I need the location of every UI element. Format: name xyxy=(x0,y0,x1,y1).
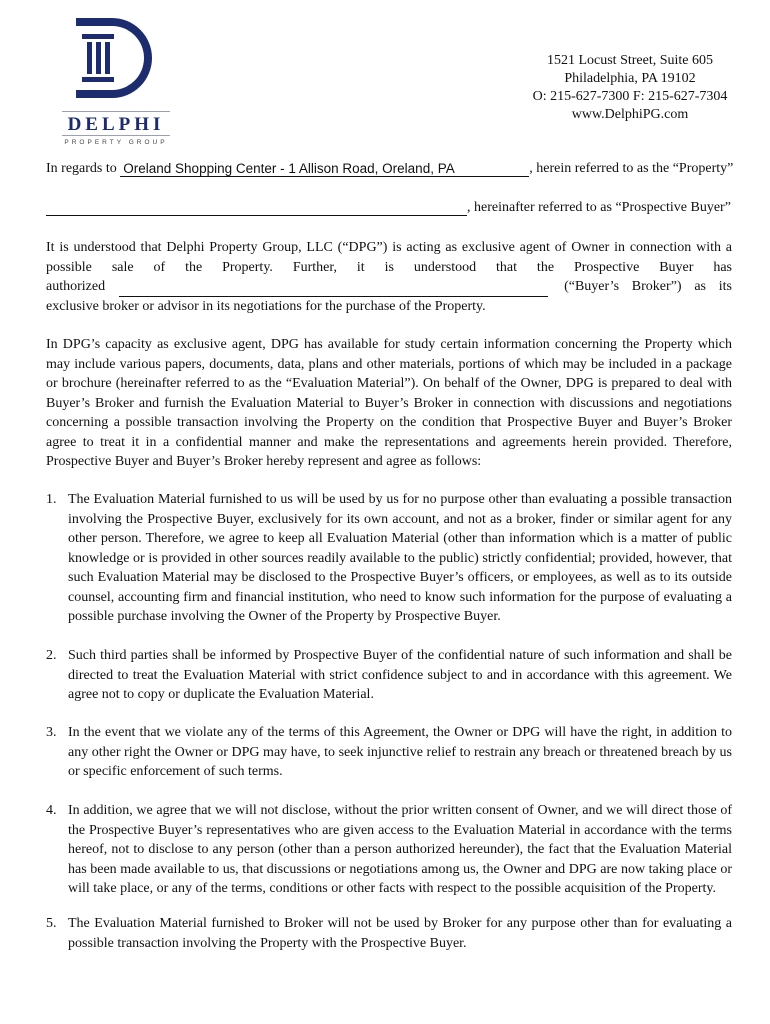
intro-line-1: It is understood that Delphi Property Group, LLC (“DPG”) is acting as exclusive agent of Owner in connection with a xyxy=(46,240,732,255)
item-text: In the event that we violate any of the terms of this Agreement, the Owner or DPG will have the right, in addition to any other right the Owner or DPG may have, to seek injunctive relief to restrain any breach or threatened breach by us or specific enforcement of such terms. xyxy=(68,725,732,779)
address-phones: O: 215-627-7300 F: 215-627-7304 xyxy=(532,89,728,104)
capacity-paragraph: In DPG’s capacity as exclusive agent, DPG has available for study certain information concerning the Property which may include various papers, documents, data, plans and other materials, portions of which may be included in a package or brochure (hereinafter referred to as the “Evaluation Material”). On behalf of the Owner, DPG is prepared to deal with Buyer’s Broker and furnish the Evaluation Material to Buyer’s Broker in connection with discussions and negotiations concerning a possible transaction involving the Property on the condition that Prospective Buyer and Buyer’s Broker agree to treat it in a confidential manner and make the representations and agreements herein provided. Therefore, Prospective Buyer and Buyer’s Broker hereby represent and agree as follows: xyxy=(46,337,732,469)
intro-line-3 xyxy=(46,277,732,297)
prospective-buyer-field[interactable] xyxy=(46,201,467,216)
item-number: 3. xyxy=(46,725,57,740)
item-number: 5. xyxy=(46,916,57,931)
list-item xyxy=(46,490,732,627)
buyer-line xyxy=(46,200,731,216)
intro-line-2: possible sale of the Property. Further, it is understood that the Prospective Buyer has xyxy=(46,259,732,275)
item-number: 4. xyxy=(46,803,57,818)
authorized-label: authorized xyxy=(46,279,106,294)
logo-name: DELPHI xyxy=(67,114,165,135)
address-block xyxy=(500,52,760,124)
list-item xyxy=(46,801,732,899)
address-city: Philadelphia, PA 19102 xyxy=(564,71,696,86)
logo-subtitle: PROPERTY GROUP xyxy=(64,139,168,146)
item-number: 1. xyxy=(46,492,57,507)
intro-line-4: exclusive broker or advisor in its negotiations for the purchase of the Property. xyxy=(46,298,486,314)
item-text: In addition, we agree that we will not disclose, without the prior written consent of Owner, and we will direct those of the Prospective Buyer’s representatives who are given access to the Evaluation Material in accordance with the terms hereof, not to disclose to any person (other than a person authorized hereunder), the fact that the Evaluation Material has been made available to us, that discussions or negotiations among us, the Owner and DPG are now taking place or will take place, or any of the terms, conditions or other facts with respect to the possible acquisition of the Property. xyxy=(68,803,732,896)
address-street: 1521 Locust Street, Suite 605 xyxy=(546,53,714,68)
item-text: The Evaluation Material furnished to us will be used by us for no purpose other than evaluating a possible transaction involving the Prospective Buyer, exclusively for its own account, and not as a broker, finder or similar agent for any other person. Therefore, we agree to keep all Evaluation Material (other than information which is a matter of public knowledge or is provided in other sources readily available to the public) strictly confidential; provided, however, that such Evaluation Material may be disclosed to the Prospective Buyer’s officers, or employees, as well as to its outside counsel, accounting firm and financial institution, who need to know such information for the purpose of evaluating a possible purchase involving the Owner of the Property by Prospective Buyer. xyxy=(68,492,732,624)
list-item xyxy=(46,914,732,953)
intro-paragraph xyxy=(46,238,732,316)
list-item xyxy=(46,646,732,705)
property-line xyxy=(46,161,733,177)
regards-prefix: In regards to xyxy=(46,161,117,176)
property-field[interactable]: Oreland Shopping Center - 1 Allison Road, Oreland, PA xyxy=(120,161,529,177)
buyers-broker-field[interactable] xyxy=(119,282,548,297)
item-number: 2. xyxy=(46,648,57,663)
list-item xyxy=(46,723,732,782)
item-text: The Evaluation Material furnished to Broker will not be used by Broker for any purpose other than for evaluating a possible transaction involving the Property with the Prospective Buyer. xyxy=(68,916,732,951)
buyer-suffix: , hereinafter referred to as “Prospective Buyer” xyxy=(467,200,731,215)
item-text: Such third parties shall be informed by Prospective Buyer of the confidential nature of such information and shall be directed to treat the Evaluation Material with strict confidence subject to and in accordance with this agreement. We agree not to copy or duplicate the Evaluation Material. xyxy=(68,648,732,702)
address-website[interactable]: www.DelphiPG.com xyxy=(571,107,689,122)
regards-suffix: , herein referred to as the “Property” xyxy=(529,161,734,176)
buyers-broker-label: (“Buyer’s Broker”) as its xyxy=(564,279,732,294)
delphi-column-logo-icon xyxy=(68,14,156,100)
